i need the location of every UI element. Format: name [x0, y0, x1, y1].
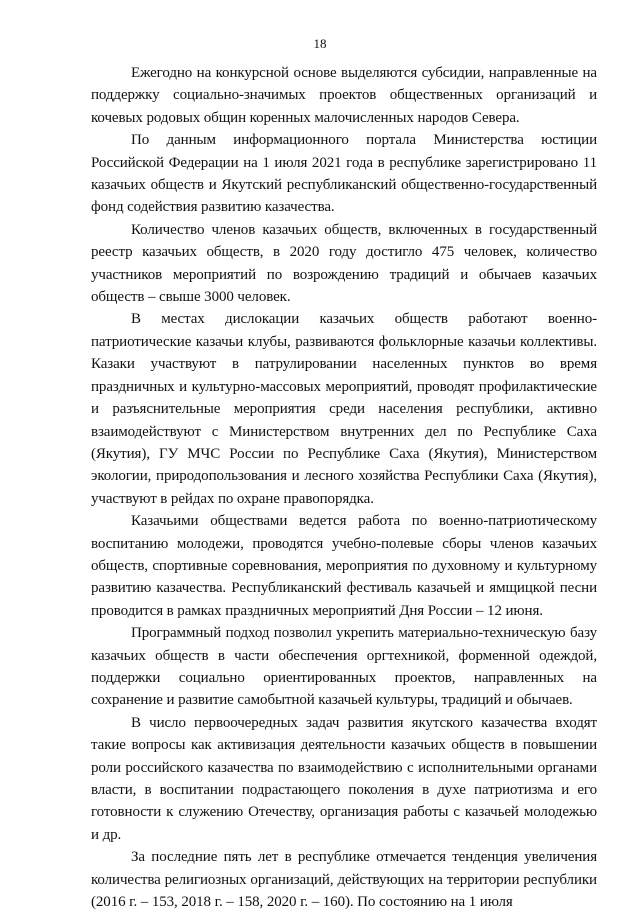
paragraph-priority-tasks: В число первоочередных задач развития якутского казачества входят такие вопросы как активизация деятельности казачьих обществ в повышении роли российского казачества по взаимодействию с исполнительными органами власти, в воспитании подрастающего поколения в духе патриотизма и его готовности к служению Отечеству, организация работы с казачьей молодежью и др.: [91, 714, 597, 843]
paragraph-program-approach: Программный подход позволил укрепить материально-техническую базу казачьих обществ в части обеспечения оргтехникой, форменной одеждой, поддержки социально ориентированных проектов, направленных на сохранение и развитие самобытной казачьей культуры, традиций и обычаев.: [91, 625, 597, 709]
page-number: 18: [313, 36, 327, 51]
document-body: [91, 62, 597, 913]
paragraph-religious-organizations: За последние пять лет в республике отмечается тенденция увеличения количества религиозных организаций, действующих на территории республики (2016 г. – 153, 2018 г. – 158, 2020 г. – 160). По состоянию на 1 июля: [91, 849, 597, 911]
paragraph-military-patriotic-clubs: В местах дислокации казачьих обществ работают военно-патриотические казачьи клубы, развиваются фольклорные казачьи коллективы. Казаки участвуют в патрулировании населенных пунктов во время праздничных и культурно-массовых мероприятий, проводят профилактические и разъяснительные мероприятия среди населения республики, активно взаимодействуют с Министерством внутренних дел по Республике Саха (Якутия), ГУ МЧС России по Республике Саха (Якутия), Министерством экологии, природопользования и лесного хозяйства Республики Саха (Якутия), участвуют в рейдах по охране правопорядка.: [91, 311, 597, 507]
paragraph-subsidies: Ежегодно на конкурсной основе выделяются субсидии, направленные на поддержку социально-значимых проектов общественных организаций и кочевых родовых общин коренных малочисленных народов Севера.: [91, 65, 597, 126]
paragraph-youth-education: Казачьими обществами ведется работа по военно-патриотическому воспитанию молодежи, проводятся учебно-полевые сборы членов казачьих обществ, спортивные соревнования, мероприятия по духовному и культурному развитию казачества. Республиканский фестиваль казачьей и ямщицкой песни проводится в рамках праздничных мероприятий Дня России – 12 июня.: [91, 513, 597, 619]
paragraph-membership-count: Количество членов казачьих обществ, включенных в государственный реестр казачьих обществ, в 2020 году достигло 475 человек, количество участников мероприятий по возрождению традиций и обычаев казачьих обществ – свыше 3000 человек.: [91, 221, 597, 306]
paragraph-registered-cossack-societies: По данным информационного портала Министерства юстиции Российской Федерации на 1 июля 2021 года в республике зарегистрировано 11 казачьих обществ и Якутский республиканский общественно-государственный фонд содействия развитию казачества.: [91, 132, 597, 216]
